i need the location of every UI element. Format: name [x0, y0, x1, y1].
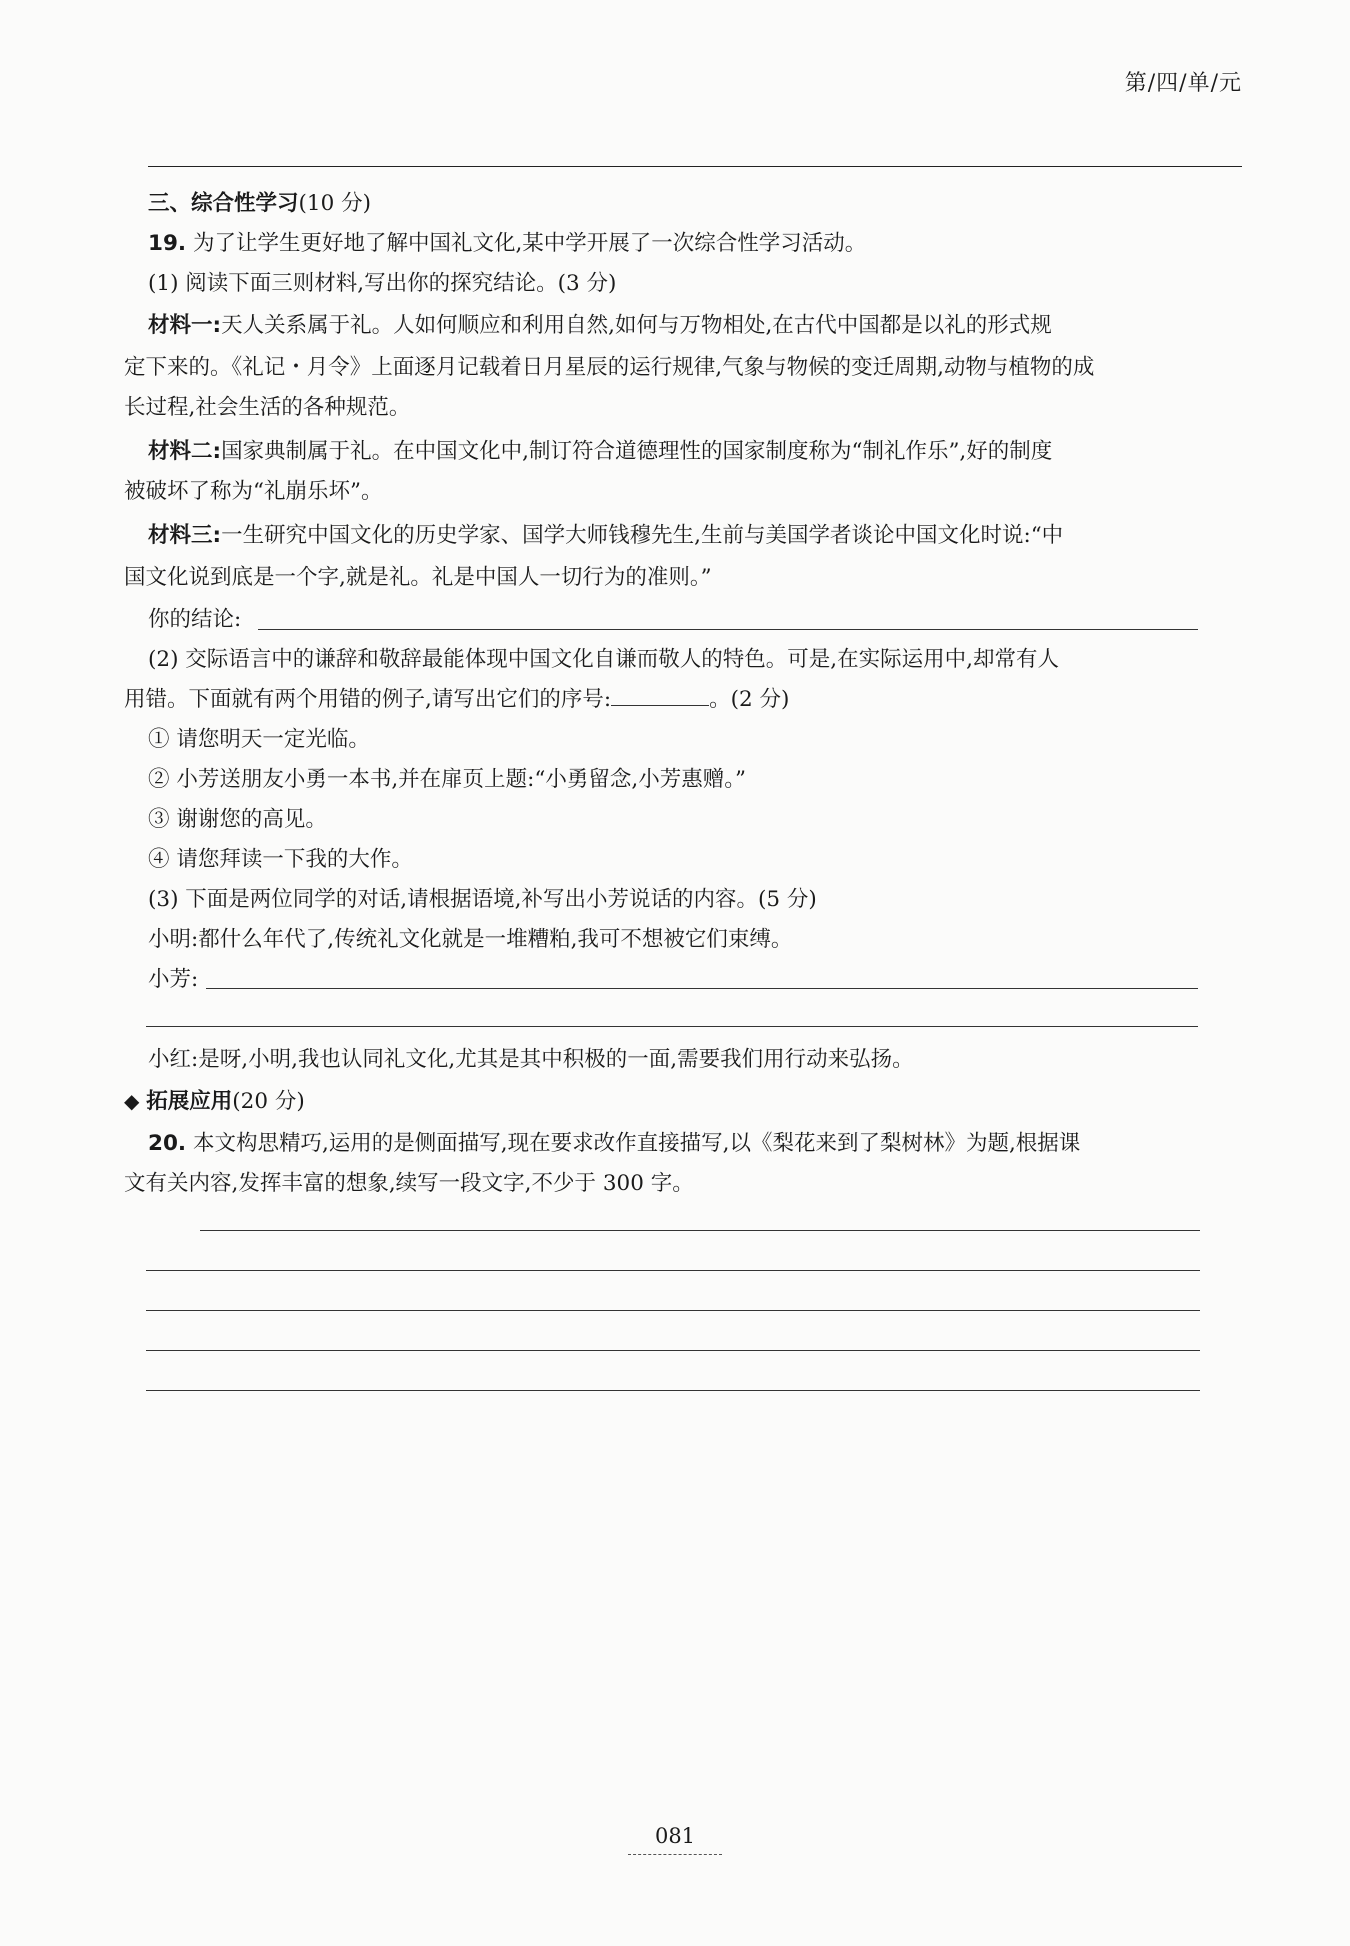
conclusion-answer-line[interactable]	[258, 629, 1198, 630]
conclusion-label: 你的结论:	[148, 607, 242, 632]
diamond-icon: ◆	[124, 1089, 140, 1113]
header-rule	[148, 166, 1242, 167]
extension-title: 拓展应用	[146, 1089, 233, 1114]
q19-part3: (3) 下面是两位同学的对话,请根据语境,补写出小芳说话的内容。(5 分)	[148, 887, 817, 912]
material2-label: 材料二:	[148, 439, 222, 464]
part2-score: 。(2 分)	[709, 687, 790, 712]
material3-line2: 国文化说到底是一个字,就是礼。礼是中国人一切行为的准则。”	[124, 565, 712, 590]
q20-answer-line-5[interactable]	[146, 1390, 1200, 1391]
option-1: ① 请您明天一定光临。	[148, 727, 370, 752]
q20-answer-line-3[interactable]	[146, 1310, 1200, 1311]
q20-line2: 文有关内容,发挥丰富的想象,续写一段文字,不少于 300 字。	[124, 1171, 694, 1196]
q19-part2-line2	[124, 682, 789, 713]
q19-part1: (1) 阅读下面三则材料,写出你的探究结论。(3 分)	[148, 271, 617, 296]
part2-answer-blank[interactable]	[611, 687, 709, 706]
q20-answer-line-4[interactable]	[146, 1350, 1200, 1351]
extension-score: (20 分)	[232, 1089, 305, 1114]
material2-text1: 国家典制属于礼。在中国文化中,制订符合道德理性的国家制度称为“制礼作乐”,好的制度	[221, 439, 1053, 464]
page-number: 081	[654, 1824, 696, 1848]
extension-heading	[124, 1084, 305, 1115]
material3-label: 材料三:	[148, 523, 222, 548]
material1-label: 材料一:	[148, 313, 222, 338]
q19-part2-line1: (2) 交际语言中的谦辞和敬辞最能体现中国文化自谦而敬人的特色。可是,在实际运用中,却常有人	[148, 647, 1059, 672]
material1-line1	[148, 308, 1052, 339]
material1-text1: 天人关系属于礼。人如何顺应和利用自然,如何与万物相处,在古代中国都是以礼的形式规	[221, 313, 1052, 338]
xiaofang-label: 小芳:	[148, 967, 199, 992]
section3-heading	[148, 186, 371, 217]
xiaohong-line: 小红:是呀,小明,我也认同礼文化,尤其是其中积极的一面,需要我们用行动来弘扬。	[148, 1047, 914, 1072]
xiaofang-answer-line-2[interactable]	[146, 1026, 1198, 1027]
q19-stem: 为了让学生更好地了解中国礼文化,某中学开展了一次综合性学习活动。	[192, 231, 867, 256]
q20-answer-line-1[interactable]	[200, 1230, 1200, 1231]
q20-answer-line-2[interactable]	[146, 1270, 1200, 1271]
material2-line2: 被破坏了称为“礼崩乐坏”。	[124, 479, 383, 504]
q19-number: 19.	[148, 231, 187, 256]
option-2: ② 小芳送朋友小勇一本书,并在扉页上题:“小勇留念,小芳惠赠。”	[148, 767, 746, 792]
q19-stem-line	[148, 226, 866, 257]
material3-line1	[148, 518, 1063, 549]
unit-header: 第/四/单/元	[1124, 71, 1242, 96]
section3-title: 三、综合性学习	[148, 191, 299, 216]
material1-line2: 定下来的。《礼记・月令》上面逐月记载着日月星辰的运行规律,气象与物候的变迁周期,动物与植物的成	[124, 355, 1095, 380]
q20-text1: 本文构思精巧,运用的是侧面描写,现在要求改作直接描写,以《梨花来到了梨树林》为题,根据课	[192, 1131, 1081, 1156]
page-number-underline	[628, 1854, 722, 1855]
part2-prompt: 用错。下面就有两个用错的例子,请写出它们的序号:	[124, 687, 612, 712]
material1-line3: 长过程,社会生活的各种规范。	[124, 395, 411, 420]
q20-line1	[148, 1126, 1080, 1157]
material2-line1	[148, 434, 1052, 465]
xiaofang-answer-line-1[interactable]	[206, 988, 1198, 989]
xiaoming-line: 小明:都什么年代了,传统礼文化就是一堆糟粕,我可不想被它们束缚。	[148, 927, 793, 952]
option-4: ④ 请您拜读一下我的大作。	[148, 847, 413, 872]
option-3: ③ 谢谢您的高见。	[148, 807, 327, 832]
section3-score: (10 分)	[298, 191, 371, 216]
q20-number: 20.	[148, 1131, 187, 1156]
material3-text1: 一生研究中国文化的历史学家、国学大师钱穆先生,生前与美国学者谈论中国文化时说:“中	[221, 523, 1064, 548]
